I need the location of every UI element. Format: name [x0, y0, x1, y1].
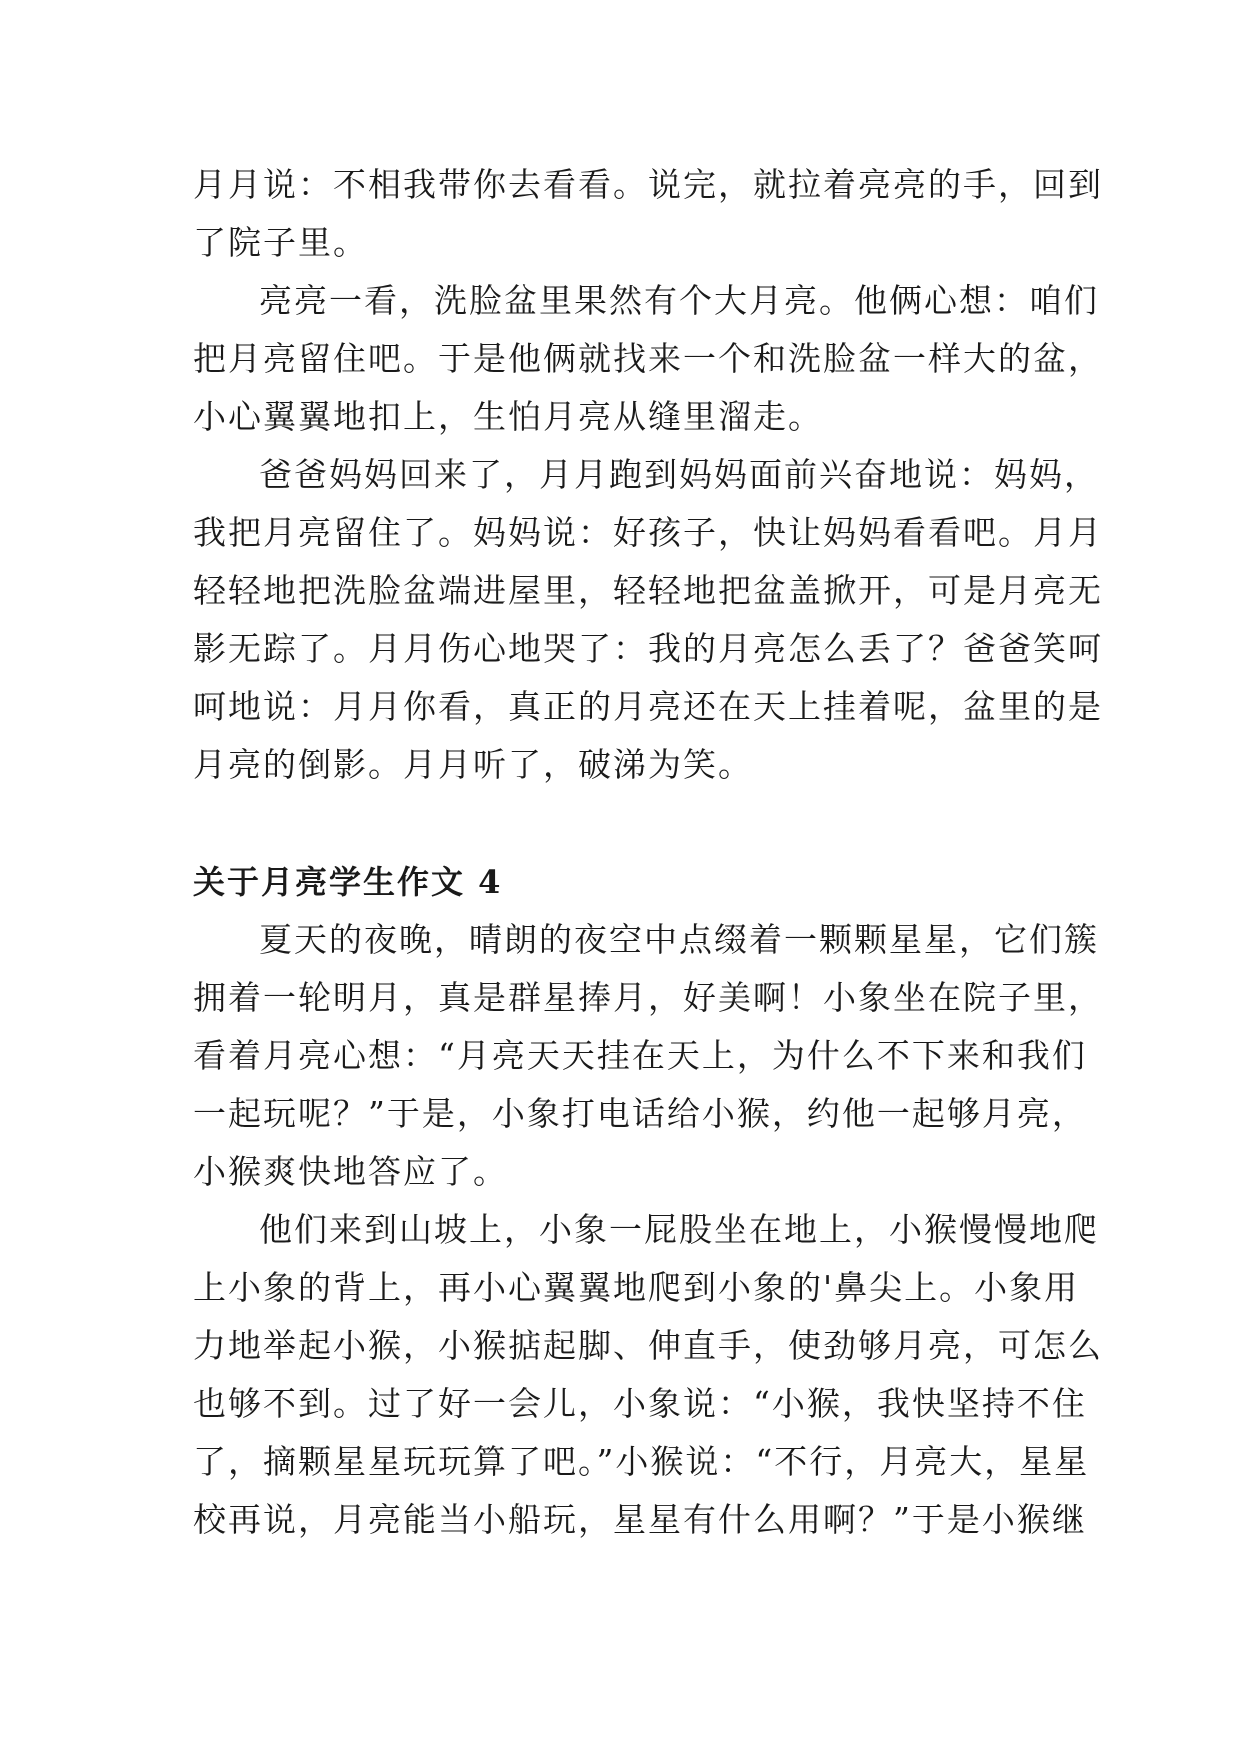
text-line: 月月说：不相我带你去看看。说完，就拉着亮亮的手，回到 — [193, 165, 1103, 204]
text-line: 一起玩呢？”于是，小象打电话给小猴，约他一起够月亮， — [193, 1094, 1087, 1133]
section-heading: 关于月亮学生作文 4 — [193, 863, 503, 901]
text-line: 把月亮留住吧。于是他俩就找来一个和洗脸盆一样大的盆， — [193, 339, 1103, 378]
text-line: 校再说，月亮能当小船玩，星星有什么用啊？”于是小猴继 — [193, 1500, 1087, 1539]
paragraph — [193, 911, 1103, 1201]
text-line: 他们来到山坡上，小象一屁股坐在地上，小猴慢慢地爬 — [259, 1210, 1099, 1249]
text-line: 力地举起小猴，小猴掂起脚、伸直手，使劲够月亮，可怎么 — [193, 1326, 1103, 1365]
text-line: 夏天的夜晚，晴朗的夜空中点缀着一颗颗星星，它们簇 — [259, 920, 1099, 959]
text-line: 影无踪了。月月伤心地哭了：我的月亮怎么丢了？爸爸笑呵 — [193, 629, 1103, 668]
text-line: 我把月亮留住了。妈妈说：好孩子，快让妈妈看看吧。月月 — [193, 513, 1103, 552]
text-line: 小猴爽快地答应了。 — [193, 1152, 508, 1191]
text-line: 看着月亮心想：“月亮天天挂在天上，为什么不下来和我们 — [193, 1036, 1087, 1075]
text-line: 拥着一轮明月，真是群星捧月，好美啊！小象坐在院子里， — [193, 978, 1103, 1017]
text-line: 小心翼翼地扣上，生怕月亮从缝里溜走。 — [193, 397, 823, 436]
story-part-2 — [193, 911, 1103, 1549]
text-line: 轻轻地把洗脸盆端进屋里，轻轻地把盆盖掀开，可是月亮无 — [193, 571, 1103, 610]
text-line: 上小象的背上，再小心翼翼地爬到小象的'鼻尖上。小象用 — [193, 1268, 1080, 1307]
paragraph — [193, 156, 1103, 272]
story-part-1 — [193, 156, 1103, 794]
text-line: 月亮的倒影。月月听了，破涕为笑。 — [193, 745, 753, 784]
paragraph — [193, 446, 1103, 794]
paragraph — [193, 1201, 1103, 1549]
text-line: 了院子里。 — [193, 223, 368, 262]
text-line: 也够不到。过了好一会儿，小象说：“小猴，我快坚持不住 — [193, 1384, 1087, 1423]
text-line: 了，摘颗星星玩玩算了吧。”小猴说：“不行，月亮大，星星 — [193, 1442, 1090, 1481]
text-line: 亮亮一看，洗脸盆里果然有个大月亮。他俩心想：咱们 — [259, 281, 1099, 320]
section-heading-block — [193, 853, 1063, 911]
text-line: 爸爸妈妈回来了，月月跑到妈妈面前兴奋地说：妈妈， — [259, 455, 1099, 494]
text-line: 呵地说：月月你看，真正的月亮还在天上挂着呢，盆里的是 — [193, 687, 1103, 726]
paragraph — [193, 272, 1103, 446]
